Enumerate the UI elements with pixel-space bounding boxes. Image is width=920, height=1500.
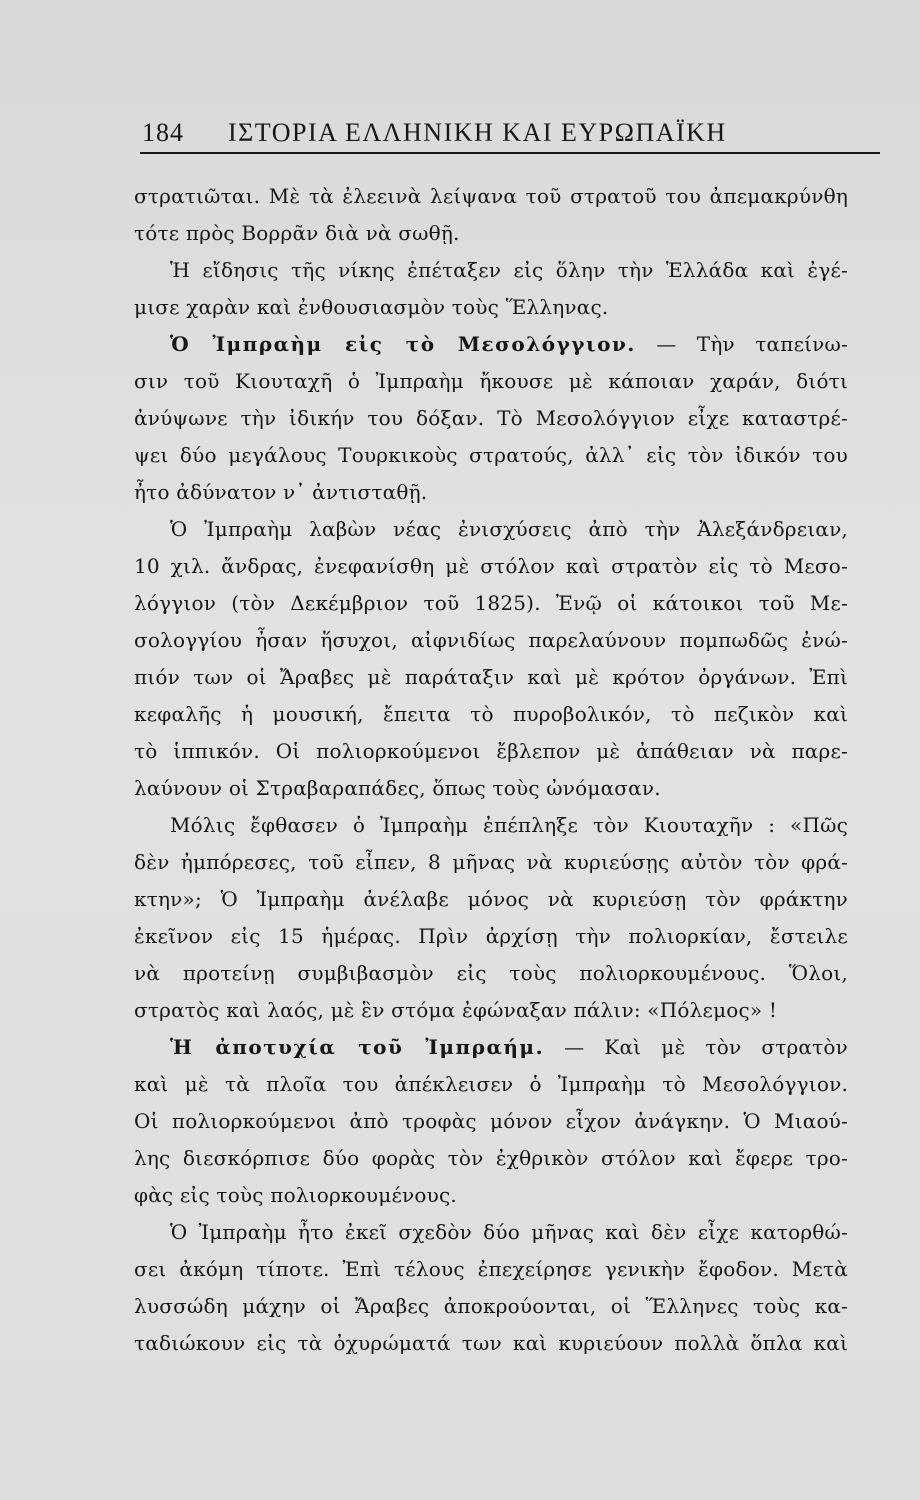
text-line: στρατὸς καὶ λαός, μὲ ἓν στόμα ἐφώναξαν πάλιν: «Πόλεμος» ! <box>134 998 778 1022</box>
section-heading-line <box>134 1029 848 1066</box>
text-line: λης διεσκόρπισε δύο φορὰς τὸν ἐχθρικὸν στόλον καὶ ἔφερε τρο- <box>134 1146 848 1170</box>
section-heading-ibrahim: Ὁ Ἰμπραὴμ εἰς τὸ Μεσολόγγιον. <box>170 332 636 356</box>
text-line: Ἡ εἴδησις τῆς νίκης ἐπέταξεν εἰς ὅλην τὴν Ἑλλάδα καὶ ἐγέ- <box>170 258 848 282</box>
text-line: ἦτο ἀδύνατον ν᾿ ἀντισταθῇ. <box>134 480 428 504</box>
text-line: πιόν των οἱ Ἄραβες μὲ παράταξιν καὶ μὲ κρότον ὀργάνων. Ἐπὶ <box>134 665 848 689</box>
heading-line-text: — Καὶ μὲ τὸν στρατὸν <box>564 1035 848 1059</box>
text-line: σει ἀκόμη τίποτε. Ἐπὶ τέλους ἐπεχείρησε γενικὴν ἔφοδον. Μετὰ <box>134 1257 848 1281</box>
text-line: δὲν ἠμπόρεσες, τοῦ εἶπεν, 8 μῆνας νὰ κυριεύσῃς αὐτὸν τὸν φρά- <box>134 850 848 874</box>
page-number: 184 <box>142 118 184 147</box>
text-line: λαύνουν οἱ Στραβαραπάδες, ὅπως τοὺς ὠνόμασαν. <box>134 776 661 800</box>
text-line: τότε πρὸς Βορρᾶν διὰ νὰ σωθῇ. <box>134 221 460 245</box>
body-text <box>134 178 848 1362</box>
text-line: ταδιώκουν εἰς τὰ ὀχυρώματά των καὶ κυριεύουν πολλὰ ὅπλα καὶ <box>134 1331 848 1355</box>
text-line: Μόλις ἔφθασεν ὁ Ἰμπραὴμ ἐπέπληξε τὸν Κιουταχῆν : «Πῶς <box>170 813 848 837</box>
text-line: λυσσώδη μάχην οἱ Ἄραβες ἀποκρούονται, οἱ Ἕλληνες τοὺς κα- <box>134 1294 848 1318</box>
text-line: κτην»; Ὁ Ἰμπραὴμ ἀνέλαβε μόνος νὰ κυριεύσῃ τὸν φράκτην <box>134 887 848 911</box>
text-line: φὰς εἰς τοὺς πολιορκουμένους. <box>134 1183 457 1207</box>
text-line: ἐκεῖνον εἰς 15 ἡμέρας. Πρὶν ἀρχίσῃ τὴν πολιορκίαν, ἔστειλε <box>134 924 848 948</box>
text-line: μισε χαρὰν καὶ ἐνθουσιασμὸν τοὺς Ἕλληνας. <box>134 295 609 319</box>
text-line: νὰ προτείνῃ συμβιβασμὸν εἰς τοὺς πολιορκουμένους. Ὅλοι, <box>134 961 848 985</box>
heading-line-text: — Τὴν ταπείνω- <box>656 332 849 356</box>
page-header <box>140 112 880 154</box>
text-line: καὶ μὲ τὰ πλοῖα του ἀπέκλεισεν ὁ Ἰμπραὴμ τὸ Μεσολόγγιον. <box>134 1072 848 1096</box>
section-heading-line <box>134 326 848 363</box>
text-line: 10 χιλ. ἄνδρας, ἐνεφανίσθη μὲ στόλον καὶ στρατὸν εἰς τὸ Μεσο- <box>134 554 848 578</box>
text-line: τὸ ἱππικόν. Οἱ πολιορκούμενοι ἔβλεπον μὲ ἀπάθειαν νὰ παρε- <box>134 739 848 763</box>
text-line: σιν τοῦ Κιουταχῆ ὁ Ἰμπραὴμ ἤκουσε μὲ κάποιαν χαράν, διότι <box>134 369 848 393</box>
text-line: λόγγιον (τὸν Δεκέμβριον τοῦ 1825). Ἐνῷ οἱ κάτοικοι τοῦ Με- <box>134 591 848 615</box>
running-title: ΙΣΤΟΡΙΑ ΕΛΛΗΝΙΚΗ ΚΑΙ ΕΥΡΩΠΑΪΚΗ <box>228 118 727 147</box>
text-line: Ὁ Ἰμπραὴμ λαβὼν νέας ἐνισχύσεις ἀπὸ τὴν Ἀλεξάνδρειαν, <box>170 517 848 541</box>
text-line: ψει δύο μεγάλους Τουρκικοὺς στρατούς, ἀλλ᾿ εἰς τὸν ἰδικόν του <box>134 443 848 467</box>
text-line: σολογγίου ἦσαν ἥσυχοι, αἰφνιδίως παρελαύνουν πομπωδῶς ἐνώ- <box>134 628 848 652</box>
text-line: ἀνύψωνε τὴν ἰδικήν του δόξαν. Τὸ Μεσολόγγιον εἶχε καταστρέ- <box>134 406 848 430</box>
section-heading-failure: Ἡ ἀποτυχία τοῦ Ἰμπραήμ. <box>170 1035 545 1059</box>
text-line: Ὁ Ἰμπραὴμ ἦτο ἐκεῖ σχεδὸν δύο μῆνας καὶ δὲν εἶχε κατορθώ- <box>170 1220 848 1244</box>
text-line: στρατιῶται. Μὲ τὰ ἐλεεινὰ λείψανα τοῦ στρατοῦ του ἀπεμακρύνθη <box>134 184 848 208</box>
text-line: Οἱ πολιορκούμενοι ἀπὸ τροφὰς μόνον εἶχον ἀνάγκην. Ὁ Μιαού- <box>134 1109 848 1133</box>
text-line: κεφαλῆς ἡ μουσική, ἔπειτα τὸ πυροβολικόν, τὸ πεζικὸν καὶ <box>134 702 848 726</box>
